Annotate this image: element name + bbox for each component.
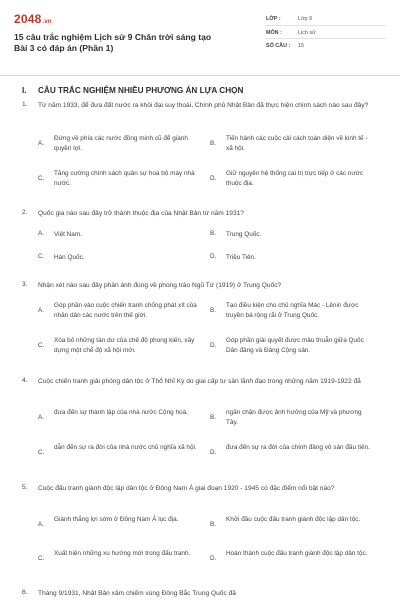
section-heading [22,86,243,95]
option-text: Khởi đầu cuộc đấu tranh giành độc lập dân tộc. [226,516,361,523]
option-text: Việt Nam. [54,231,82,238]
option-text: Xuất hiện những xu hướng mới trong đấu tranh. [54,550,191,557]
option-text: ngăn chặn được ảnh hưởng của Mỹ và phương Tây. [226,409,362,426]
header-divider [0,75,400,76]
option-text: đưa đến sự thành lập của nhà nước Cộng hoà. [54,409,188,416]
site-logo[interactable] [14,12,52,26]
option-text: dẫn đến sự ra đời của nhà nước chủ nghĩa xã hội. [54,444,197,451]
option-letter: D. [210,175,217,182]
option-letter: D. [210,555,217,562]
option-letter: B. [210,307,217,314]
option-letter: D. [210,342,217,349]
option-letter: C. [38,342,45,349]
option-letter: C. [38,555,45,562]
option-letter: A. [38,307,45,314]
question-number: 6. [22,589,28,596]
option-letter: B. [210,140,217,147]
question-number: 3. [22,281,28,288]
question-text: Tháng 9/1931, Nhật Bản xâm chiếm vùng Đông Bắc Trung Quốc đã [38,590,236,597]
question-number: 1. [22,101,28,108]
logo-suffix: .vn [42,19,52,25]
option-letter: B. [210,414,217,421]
option-text: Hàn Quốc. [54,254,85,261]
question-text: Cuộc chiến tranh giải phóng dân tộc ở Thổ Nhĩ Kỳ do giai cấp tư sản lãnh đạo trong những năm 1919-1922 đã [38,378,361,385]
document-title: 15 câu trắc nghiệm Lịch sử 9 Chân trời sáng tạo Bài 3 có đáp án (Phần 1) [14,32,212,53]
meta-row-grade [266,12,386,26]
option-letter: C. [38,175,45,182]
meta-value: 15 [298,43,304,49]
question-number: 2. [22,209,28,216]
option-text: Tạo điều kiện cho chủ nghĩa Mác - Lênin được truyền bá rộng rãi ở Trung Quốc. [226,302,359,319]
meta-table [266,12,386,53]
option-letter: B. [210,521,217,528]
option-text: đưa đến sự ra đời của chính đảng vô sản đầu tiên. [226,444,370,451]
question-text: Từ năm 1933, để đưa đất nước ra khỏi đại suy thoái, Chính phủ Nhật Bản đã thực hiện chính sách nào sau đây? [38,102,369,109]
page-header [14,12,386,64]
question-text: Quốc gia nào sau đây trở thành thuộc địa của Nhật Bản từ năm 1931? [38,210,244,217]
logo-text: 2048 [14,12,42,26]
meta-row-count [266,39,386,53]
meta-label: SỐ CÂU : [266,43,291,49]
option-text: Hoàn thành cuộc đấu tranh giành độc lập dân tộc. [226,550,368,557]
option-text: Xóa bỏ những tàn dư của chế độ phong kiến, xây dựng một chế độ xã hội mới. [54,337,195,354]
option-text: Giành thắng lợi sớm ở Đông Nam Á lục địa. [54,516,179,523]
option-letter: A. [38,414,45,421]
section-title: CÂU TRẮC NGHIỆM NHIỀU PHƯƠNG ÁN LỰA CHỌN [38,86,244,95]
option-letter: C. [38,449,45,456]
meta-value: Lịch sử [298,29,316,36]
option-letter: A. [38,140,45,147]
option-text: Triều Tiên. [226,254,256,261]
option-letter: B. [210,230,217,237]
meta-value: Lớp 9 [298,16,313,22]
section-number: I. [22,86,27,95]
option-text: Góp phần giải quyết được mâu thuẫn giữa Quốc Dân đảng và Đảng Cộng sản. [226,337,364,354]
option-text: Đứng về phía các nước đồng minh cũ để giành quyền lợi. [54,135,188,152]
option-text: Tăng cường chính sách quân sự hoá bộ máy nhà nước. [54,170,195,187]
option-text: Giữ nguyên hệ thống cai trị trực tiếp ở các nước thuộc địa. [226,170,364,187]
option-letter: A. [38,521,45,528]
meta-label: MÔN : [266,29,282,36]
option-letter: D. [210,253,217,260]
option-letter: D. [210,449,217,456]
question-number: 5. [22,484,28,491]
option-letter: A. [38,230,45,237]
option-text: Tiến hành các cuộc cải cách toàn diện về kinh tế - xã hội. [226,135,368,152]
option-text: Trung Quốc. [226,231,262,238]
question-text: Nhận xét nào sau đây phản ánh đúng về phong trào Ngũ Tứ (1919) ở Trung Quốc? [38,282,282,289]
meta-row-subject [266,26,386,40]
meta-label: LỚP : [266,16,281,22]
question-number: 4. [22,377,28,384]
option-letter: C. [38,253,45,260]
option-text: Góp phần vào cuộc chiến tranh chống phát xít của nhân dân các nước trên thế giới. [54,302,197,319]
question-text: Cuộc đấu tranh giành độc lập dân tộc ở Đông Nam Á giai đoạn 1920 - 1945 có đặc điểm nổi bật nào? [38,485,335,492]
